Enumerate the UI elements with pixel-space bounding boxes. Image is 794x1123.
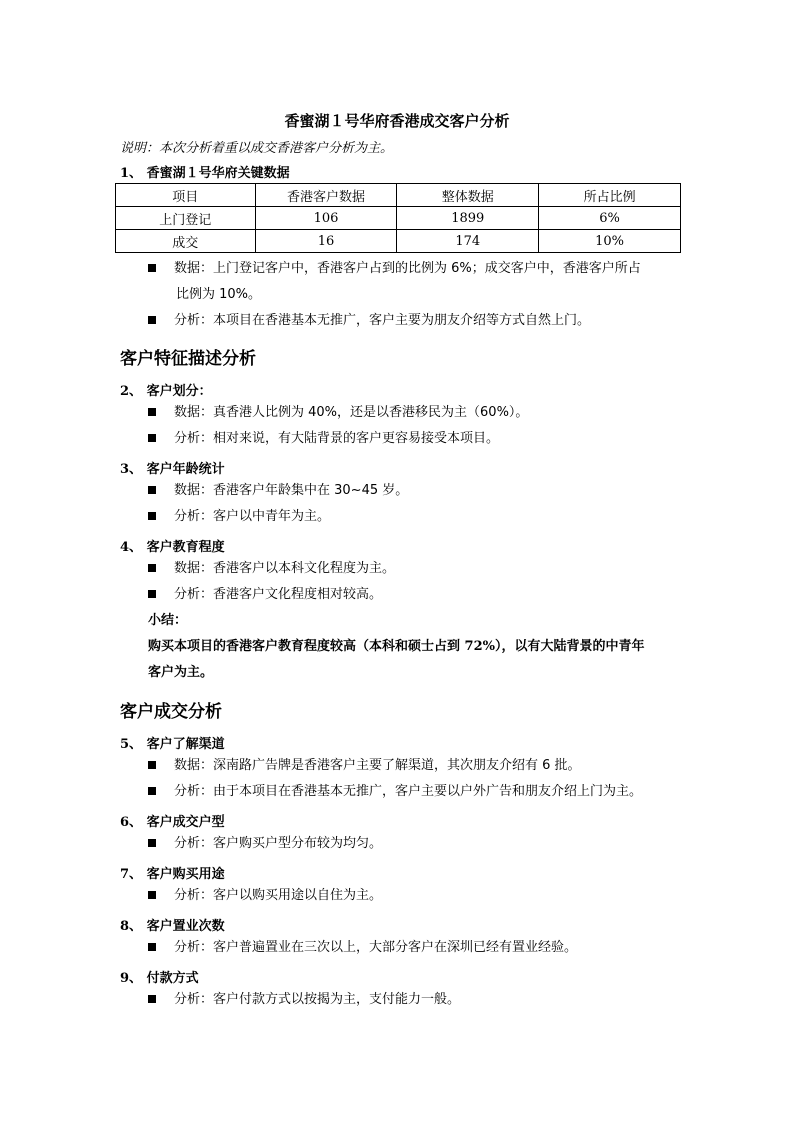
table-row (116, 230, 681, 253)
table-row (116, 207, 681, 230)
table-cell: 1899 (397, 207, 539, 230)
section-heading-1: 1、 香蜜湖１号华府关键数据 (120, 166, 290, 181)
list-item: 分析：客户以购买用途以自住为主。 (148, 883, 688, 909)
bullet-square-icon (148, 316, 156, 324)
list-item: 数据：香港客户以本科文化程度为主。 (148, 556, 688, 582)
bullet-square-icon (148, 590, 156, 598)
list-item: 分析：客户购买户型分布较为均匀。 (148, 831, 688, 857)
bullet-square-icon (148, 512, 156, 520)
bullet-square-icon (148, 486, 156, 494)
table-header-cell: 香港客户数据 (255, 184, 397, 207)
table-cell: 上门登记 (116, 207, 256, 230)
document-title: 香蜜湖１号华府香港成交客户分析 (284, 112, 510, 130)
section-heading-7: 7、 客户购买用途 (120, 867, 225, 882)
section-heading-5: 5、 客户了解渠道 (120, 737, 225, 752)
table-cell: 成交 (116, 230, 256, 253)
section-heading-8: 8、 客户置业次数 (120, 919, 225, 934)
list-item: 数据：上门登记客户中，香港客户占到的比例为 6%；成交客户中，香港客户所占 比例为 10%。 (148, 256, 688, 308)
bullet-square-icon (148, 891, 156, 899)
list-item: 分析：相对来说，有大陆背景的客户更容易接受本项目。 (148, 426, 688, 452)
bullet-square-icon (148, 761, 156, 769)
bullet-square-icon (148, 408, 156, 416)
table-cell: 174 (397, 230, 539, 253)
list-item: 分析：香港客户文化程度相对较高。 (148, 582, 688, 608)
table-cell: 106 (255, 207, 397, 230)
list-item: 分析：本项目在香港基本无推广，客户主要为朋友介绍等方式自然上门。 (148, 308, 688, 334)
list-item: 分析：由于本项目在香港基本无推广，客户主要以户外广告和朋友介绍上门为主。 (148, 779, 688, 805)
table-header-cell: 整体数据 (397, 184, 539, 207)
bullet-square-icon (148, 264, 156, 272)
table-cell: 6% (539, 207, 681, 230)
table-cell: 16 (255, 230, 397, 253)
bullet-square-icon (148, 995, 156, 1003)
list-item: 分析：客户付款方式以按揭为主，支付能力一般。 (148, 987, 688, 1013)
bullet-square-icon (148, 787, 156, 795)
list-item: 数据：深南路广告牌是香港客户主要了解渠道，其次朋友介绍有 6 批。 (148, 753, 688, 779)
summary-label: 小结： (148, 613, 188, 628)
summary-text: 购买本项目的香港客户教育程度较高（本科和硕士占到 72%），以有大陆背景的中青年 客户为主。 (148, 639, 645, 680)
list-item: 分析：客户以中青年为主。 (148, 504, 688, 530)
document-note: 说明：本次分析着重以成交香港客户分析为主。 (120, 141, 394, 156)
table-header-row (116, 184, 681, 207)
bullet-square-icon (148, 434, 156, 442)
table-cell: 10% (539, 230, 681, 253)
section-heading-3: 3、 客户年龄统计 (120, 462, 225, 477)
section-heading-6: 6、 客户成交户型 (120, 815, 225, 830)
section-title-transactions: 客户成交分析 (120, 702, 222, 722)
section-heading-4: 4、 客户教育程度 (120, 540, 225, 555)
section-heading-9: 9、 付款方式 (120, 971, 199, 986)
section-heading-2: 2、 客户划分： (120, 384, 212, 399)
bullet-square-icon (148, 943, 156, 951)
bullet-square-icon (148, 839, 156, 847)
key-data-table (115, 183, 681, 253)
list-item: 数据：香港客户年龄集中在 30~45 岁。 (148, 478, 688, 504)
section-title-features: 客户特征描述分析 (120, 349, 256, 369)
table-header-cell: 项目 (116, 184, 256, 207)
list-item: 分析：客户普遍置业在三次以上，大部分客户在深圳已经有置业经验。 (148, 935, 688, 961)
table-header-cell: 所占比例 (539, 184, 681, 207)
bullet-square-icon (148, 564, 156, 572)
list-item: 数据：真香港人比例为 40%，还是以香港移民为主（60%）。 (148, 400, 688, 426)
